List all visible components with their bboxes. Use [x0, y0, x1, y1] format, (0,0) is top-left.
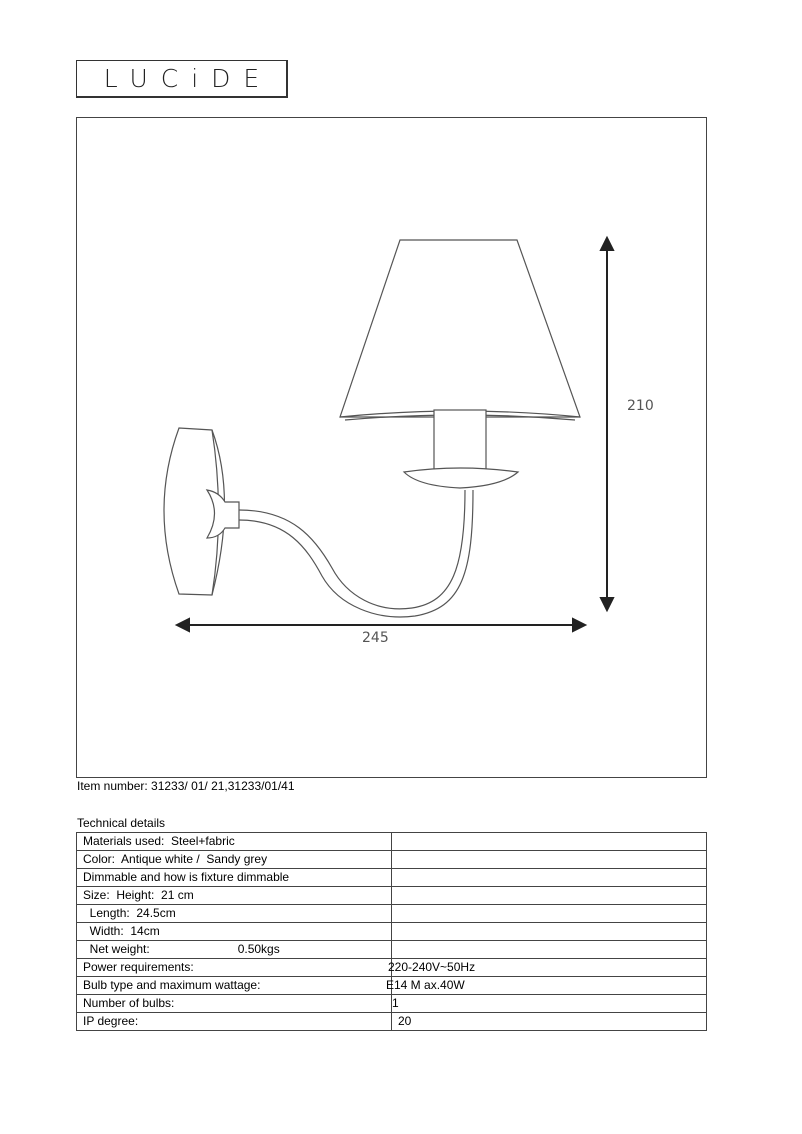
spec-value-cell [388, 959, 707, 977]
product-drawing-frame [76, 117, 707, 778]
spec-value-cell [392, 1013, 707, 1031]
spec-label-cell: Size: Height: 21 cm [77, 887, 392, 905]
brand-logo [76, 60, 288, 98]
spec-row [77, 977, 707, 995]
spec-row [77, 887, 707, 905]
spec-value: 20 [398, 1014, 412, 1028]
spec-label-cell: Color: Antique white / Sandy grey [77, 851, 392, 869]
spec-value-cell [392, 905, 707, 923]
spec-label-cell [77, 941, 392, 959]
spec-label-cell: IP degree: [77, 1013, 392, 1031]
bobeche [404, 468, 518, 488]
spec-row [77, 995, 707, 1013]
spec-label-cell: Power requirements: [77, 959, 392, 977]
brand-logo-text: LUCiDE [103, 64, 273, 93]
spec-inline-value: 0.50kgs [237, 942, 280, 956]
item-number: Item number: 31233/ 01/ 21,31233/01/41 [77, 779, 295, 793]
spec-value: E14 M ax.40W [386, 978, 465, 992]
spec-value-cell [392, 995, 707, 1013]
height-dimension-arrow [601, 238, 613, 610]
lamp-arm [239, 490, 465, 609]
spec-row [77, 851, 707, 869]
spec-row [77, 959, 707, 977]
spec-label-cell: Width: 14cm [77, 923, 392, 941]
spec-label-cell: Number of bulbs: [77, 995, 392, 1013]
spec-value: 220-240V~50Hz [388, 960, 476, 974]
spec-value-cell [386, 977, 707, 995]
spec-row [77, 941, 707, 959]
spec-row [77, 1013, 707, 1031]
technical-details-table [76, 832, 707, 1031]
spec-value-cell [392, 869, 707, 887]
wall-lamp-drawing [77, 118, 708, 779]
spec-label-cell: Materials used: Steel+fabric [77, 833, 392, 851]
spec-value: 1 [392, 996, 399, 1010]
spec-value-cell [392, 941, 707, 959]
width-dimension-label: 245 [362, 630, 389, 646]
spec-row [77, 905, 707, 923]
spec-label-cell: Bulb type and maximum wattage: [77, 977, 392, 995]
spec-row [77, 833, 707, 851]
spec-row [77, 923, 707, 941]
lamp-shade [340, 240, 580, 417]
spec-value-cell [392, 851, 707, 869]
technical-details-title: Technical details [77, 816, 166, 830]
spec-label-cell: Dimmable and how is fixture dimmable [77, 869, 392, 887]
spec-value-cell [392, 887, 707, 905]
spec-label: Net weight: [83, 942, 150, 956]
height-dimension-label: 210 [627, 398, 654, 414]
candle-holder [434, 410, 486, 470]
spec-row [77, 869, 707, 887]
spec-label-cell: Length: 24.5cm [77, 905, 392, 923]
spec-value-cell [392, 833, 707, 851]
spec-value-cell [392, 923, 707, 941]
